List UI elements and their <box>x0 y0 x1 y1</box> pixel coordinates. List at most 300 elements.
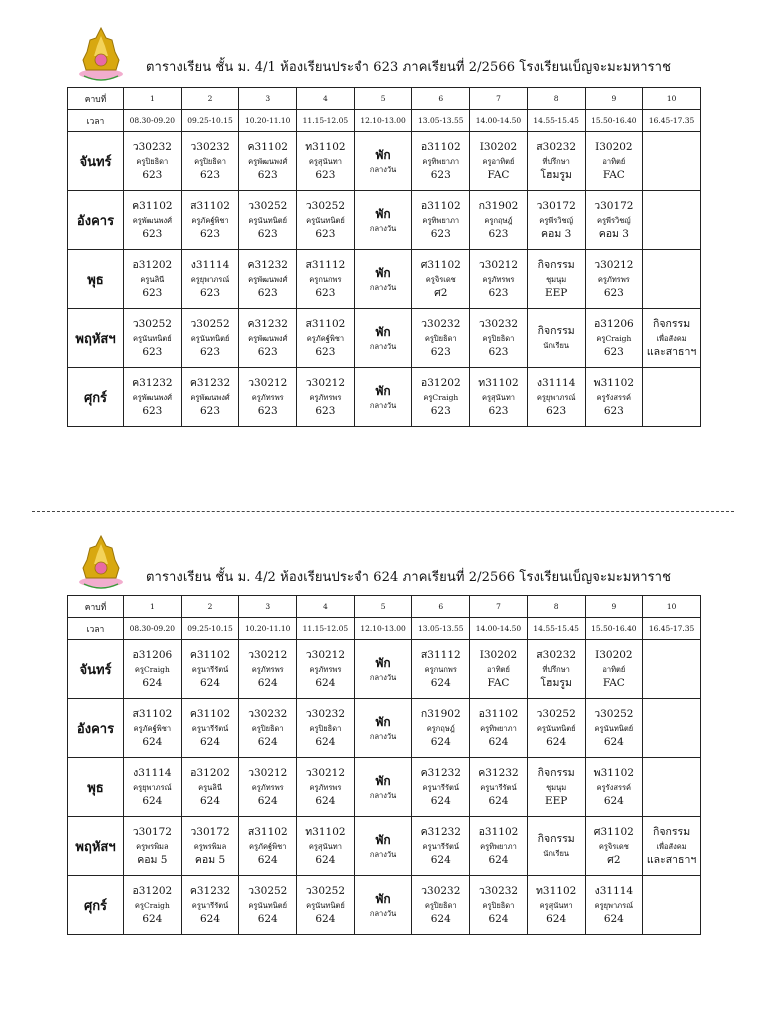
teacher-name: ครูนันทนิตย์ <box>190 333 230 343</box>
class-cell <box>470 640 528 699</box>
day-name: จันทร์ <box>68 640 124 699</box>
class-cell <box>585 368 643 427</box>
teacher-name: เพื่อสังคม <box>656 333 687 343</box>
period-number: 9 <box>585 88 643 110</box>
room-name: คอม 5 <box>137 853 168 866</box>
teacher-name: เพื่อสังคม <box>656 841 687 851</box>
lunch-break-cell <box>354 191 412 250</box>
subject-code: ว30212 <box>305 376 346 389</box>
day-row <box>68 699 701 758</box>
room-name: ศ2 <box>607 853 621 866</box>
subject-code: ก31902 <box>420 707 461 720</box>
class-cell <box>643 191 701 250</box>
room-name: 624 <box>315 853 336 866</box>
room-name: 623 <box>488 404 509 417</box>
subject-code: ค31102 <box>189 707 231 720</box>
class-cell <box>239 191 297 250</box>
subject-code: ค31232 <box>478 766 519 779</box>
subject-code: อ31102 <box>478 707 519 720</box>
class-cell <box>585 817 643 876</box>
class-cell <box>527 758 585 817</box>
teacher-name: ครูกนกพร <box>309 274 342 284</box>
class-cell <box>124 817 182 876</box>
teacher-name: กลางวัน <box>369 282 397 292</box>
subject-code: อ31206 <box>593 317 634 330</box>
class-cell <box>181 699 239 758</box>
class-cell <box>124 640 182 699</box>
period-number: 5 <box>354 596 412 618</box>
teacher-name: กลางวัน <box>369 908 397 918</box>
class-cell <box>124 309 182 368</box>
teacher-name: ครูนันทนิตย์ <box>594 723 634 733</box>
room-name: 623 <box>200 168 221 181</box>
teacher-name: ครูพัฒนพงศ์ <box>190 392 230 402</box>
subject-code: ก31902 <box>478 199 519 212</box>
class-cell <box>585 191 643 250</box>
subject-code: ค31232 <box>132 376 173 389</box>
class-cell <box>239 876 297 935</box>
teacher-name: กลางวัน <box>369 164 397 174</box>
teacher-name: ครูภัทรพร <box>309 392 342 402</box>
class-cell <box>124 699 182 758</box>
timetable-title: ตารางเรียน ชั้น ม. 4/2 ห้องเรียนประจำ 624 ภาคเรียนที่ 2/2566 โรงเรียนเบ็ญจะมะมหาราช <box>146 570 672 585</box>
teacher-name: อาทิตย์ <box>602 664 626 674</box>
subject-code: ว30212 <box>248 648 288 661</box>
class-cell <box>181 309 239 368</box>
subject-code: ว30232 <box>132 140 172 153</box>
class-cell <box>412 758 470 817</box>
room-name: คอม 5 <box>194 853 226 866</box>
class-cell <box>527 817 585 876</box>
class-cell <box>585 250 643 309</box>
subject-code: ส31102 <box>305 317 346 330</box>
timetable-table <box>67 87 701 427</box>
room-name: 624 <box>546 735 567 748</box>
room-name: 623 <box>257 168 278 181</box>
room-name: FAC <box>487 168 510 181</box>
teacher-name: ที่ปรึกษา <box>542 156 570 166</box>
subject-code: พัก <box>375 832 391 847</box>
subject-code: ค31232 <box>420 825 461 838</box>
subject-code: พัก <box>375 265 391 280</box>
teacher-name: กลางวัน <box>369 790 397 800</box>
room-name: 624 <box>257 853 278 866</box>
room-name: 623 <box>603 345 624 358</box>
period-number: 4 <box>297 88 355 110</box>
class-cell <box>585 132 643 191</box>
subject-code: ว30232 <box>478 317 519 330</box>
subject-code: ท31102 <box>305 825 346 838</box>
teacher-name: ครูพัฒนพงศ์ <box>248 156 288 166</box>
period-header-row <box>68 88 701 110</box>
teacher-name: ครูนารีรัตน์ <box>422 841 459 851</box>
period-number: 7 <box>470 88 528 110</box>
class-cell <box>181 132 239 191</box>
room-name: 623 <box>430 345 451 358</box>
day-name: พุธ <box>68 758 124 817</box>
room-name: 623 <box>546 404 567 417</box>
class-cell <box>643 250 701 309</box>
room-name: 623 <box>142 168 163 181</box>
class-cell <box>585 758 643 817</box>
class-cell <box>181 191 239 250</box>
class-cell <box>412 876 470 935</box>
period-number: 5 <box>354 88 412 110</box>
class-cell <box>643 132 701 191</box>
subject-code: ว30172 <box>190 825 230 838</box>
room-name: 624 <box>603 794 624 807</box>
class-cell <box>297 640 355 699</box>
teacher-name: ครูจิรเดช <box>598 841 629 851</box>
room-name: และสาธาฯ <box>646 853 697 866</box>
day-name: ศุกร์ <box>68 368 124 427</box>
teacher-name: ครูนลินี <box>198 782 222 792</box>
teacher-name: ครูปิยธิดา <box>194 156 226 166</box>
room-name: 624 <box>315 735 336 748</box>
teacher-name: ครูรังสรรค์ <box>596 392 632 402</box>
subject-code: ว30252 <box>248 884 288 897</box>
class-cell <box>297 250 355 309</box>
class-cell <box>297 758 355 817</box>
subject-code: ท31102 <box>305 140 346 153</box>
period-time: 10.20-11.10 <box>239 618 297 640</box>
room-name: คอม 3 <box>541 227 572 240</box>
teacher-name: กลางวัน <box>369 223 397 233</box>
class-cell <box>181 250 239 309</box>
room-name: 623 <box>142 227 163 240</box>
period-number: 4 <box>297 596 355 618</box>
class-cell <box>585 699 643 758</box>
subject-code: I30202 <box>595 648 633 661</box>
period-time: 16.45-17.35 <box>643 618 701 640</box>
teacher-name: ครูทิพยาภา <box>422 156 460 166</box>
timetable-table <box>67 595 701 935</box>
period-number: 6 <box>412 88 470 110</box>
teacher-name: ครูนารีรัตน์ <box>191 723 229 733</box>
day-row <box>68 817 701 876</box>
class-cell <box>181 640 239 699</box>
room-name: และสาธาฯ <box>646 345 697 358</box>
subject-code: ว30212 <box>478 258 519 271</box>
subject-code: พ31102 <box>593 766 634 779</box>
lunch-break-cell <box>354 699 412 758</box>
room-name: 624 <box>603 735 624 748</box>
subject-code: ว30232 <box>190 140 230 153</box>
subject-code: ส31112 <box>420 648 461 661</box>
room-name: 623 <box>315 168 336 181</box>
subject-code: ว30232 <box>421 317 461 330</box>
subject-code: อ31206 <box>132 648 173 661</box>
class-cell <box>297 191 355 250</box>
room-name: ศ2 <box>434 286 448 299</box>
teacher-name: ครูภัทรพร <box>251 782 284 792</box>
subject-code: ว30252 <box>132 317 172 330</box>
teacher-name: ครูรังสรรค์ <box>596 782 632 792</box>
subject-code: ว30212 <box>594 258 634 271</box>
period-time: 09.25-10.15 <box>181 110 239 132</box>
room-name: 624 <box>430 912 451 925</box>
subject-code: อ31202 <box>190 766 230 779</box>
class-cell <box>527 699 585 758</box>
room-name: 624 <box>488 735 509 748</box>
teacher-name: ครูภัทรพร <box>597 274 630 284</box>
room-name: 623 <box>142 286 163 299</box>
teacher-name: ครูสุนันทา <box>308 841 342 851</box>
subject-code: พัก <box>375 773 391 788</box>
teacher-name: ครูปิยธิดา <box>251 723 284 733</box>
subject-code: กิจกรรม <box>653 317 691 330</box>
day-row <box>68 368 701 427</box>
teacher-name: กลางวัน <box>369 672 397 682</box>
teacher-name: ครูCraigh <box>134 664 170 674</box>
teacher-name: นักเรียน <box>543 849 570 858</box>
room-name: 623 <box>257 345 278 358</box>
subject-code: ว30172 <box>132 825 172 838</box>
subject-code: พัก <box>375 147 391 162</box>
teacher-name: ครูพีรวิชญ์ <box>539 215 574 225</box>
subject-code: อ31102 <box>420 140 461 153</box>
teacher-name: ชุมนุม <box>546 782 567 792</box>
period-time: 12.10-13.00 <box>354 618 412 640</box>
teacher-name: ครูยุพาภรณ์ <box>133 782 172 792</box>
class-cell <box>527 132 585 191</box>
teacher-name: ครูปิยธิดา <box>482 333 515 343</box>
day-row <box>68 132 701 191</box>
subject-code: อ31102 <box>420 199 461 212</box>
room-name: 623 <box>315 286 336 299</box>
teacher-name: ครูนันทนิตย์ <box>248 900 288 910</box>
period-number: 6 <box>412 596 470 618</box>
class-cell <box>470 817 528 876</box>
room-name: 623 <box>200 286 221 299</box>
class-cell <box>412 817 470 876</box>
room-name: 623 <box>142 345 163 358</box>
class-cell <box>527 250 585 309</box>
room-name: 624 <box>603 912 624 925</box>
room-name: EEP <box>544 286 568 299</box>
room-name: คอม 3 <box>598 227 629 240</box>
room-name: 623 <box>142 404 163 417</box>
period-number: 8 <box>527 596 585 618</box>
room-name: 623 <box>488 345 509 358</box>
teacher-name: ครูภัทรพร <box>251 664 284 674</box>
subject-code: ศ31102 <box>593 825 634 838</box>
day-row <box>68 309 701 368</box>
subject-code: I30202 <box>595 140 633 153</box>
room-name: 624 <box>430 735 451 748</box>
class-cell <box>239 250 297 309</box>
teacher-name: ครูพีรวิชญ์ <box>596 215 631 225</box>
teacher-name: ครูนารีรัตน์ <box>422 782 459 792</box>
room-name: 623 <box>488 227 509 240</box>
teacher-name: นักเรียน <box>543 341 570 350</box>
day-row <box>68 191 701 250</box>
subject-code: ว30212 <box>305 648 346 661</box>
teacher-name: ครูCraigh <box>134 900 170 910</box>
room-name: 624 <box>315 794 336 807</box>
subject-code: ว30232 <box>478 884 519 897</box>
room-name: 623 <box>257 404 278 417</box>
room-name: 623 <box>315 404 336 417</box>
class-cell <box>470 250 528 309</box>
subject-code: ค31232 <box>247 258 288 271</box>
teacher-name: ครูภัทรพร <box>251 392 284 402</box>
room-name: 624 <box>257 912 278 925</box>
subject-code: ว30252 <box>305 199 346 212</box>
teacher-name: ครูสุนันทา <box>308 156 342 166</box>
teacher-name: ครูภัคฐ์พิชา <box>191 215 229 225</box>
room-name: 624 <box>430 794 451 807</box>
subject-code: ว30212 <box>248 766 288 779</box>
subject-code: ท31102 <box>478 376 519 389</box>
subject-code: ว30172 <box>536 199 576 212</box>
day-name: พฤหัสฯ <box>68 817 124 876</box>
school-crest-icon <box>75 26 127 82</box>
teacher-name: ครูภัทรพร <box>482 274 515 284</box>
room-name: FAC <box>602 168 625 181</box>
period-number: 7 <box>470 596 528 618</box>
teacher-name: ครูนารีรัตน์ <box>191 664 229 674</box>
room-name: 624 <box>430 676 451 689</box>
period-number: 8 <box>527 88 585 110</box>
subject-code: พัก <box>375 891 391 906</box>
period-time: 10.20-11.10 <box>239 110 297 132</box>
class-cell <box>470 191 528 250</box>
teacher-name: ครูกฤษฎ์ <box>426 723 455 733</box>
period-time: 14.00-14.50 <box>470 110 528 132</box>
time-label: เวลา <box>68 618 124 640</box>
day-name: พฤหัสฯ <box>68 309 124 368</box>
period-time: 08.30-09.20 <box>124 618 182 640</box>
subject-code: อ31202 <box>132 884 173 897</box>
subject-code: ท31102 <box>535 884 577 897</box>
room-name: โฮมรูม <box>540 676 572 689</box>
subject-code: พัก <box>375 383 391 398</box>
teacher-name: ครูปิยธิดา <box>136 156 169 166</box>
class-cell <box>412 132 470 191</box>
class-cell <box>470 309 528 368</box>
room-name: 624 <box>142 912 163 925</box>
teacher-name: ครูภัคฐ์พิชา <box>306 333 345 343</box>
teacher-name: ครูทิพยาภา <box>422 215 460 225</box>
subject-code: อ31102 <box>478 825 519 838</box>
room-name: 624 <box>200 735 221 748</box>
period-label: คาบที่ <box>68 88 124 110</box>
room-name: 624 <box>200 912 221 925</box>
lunch-break-cell <box>354 876 412 935</box>
period-number: 9 <box>585 596 643 618</box>
period-time: 13.05-13.55 <box>412 618 470 640</box>
subject-code: ว30252 <box>248 199 288 212</box>
class-cell <box>239 758 297 817</box>
class-cell <box>585 640 643 699</box>
period-number: 10 <box>643 596 701 618</box>
class-cell <box>643 309 701 368</box>
class-cell <box>585 309 643 368</box>
room-name: 624 <box>200 794 221 807</box>
subject-code: พัก <box>375 655 391 670</box>
class-cell <box>643 640 701 699</box>
period-number: 2 <box>181 596 239 618</box>
teacher-name: กลางวัน <box>369 731 397 741</box>
class-cell <box>412 309 470 368</box>
subject-code: ง31114 <box>133 766 172 779</box>
period-time: 14.00-14.50 <box>470 618 528 640</box>
period-number: 1 <box>124 88 182 110</box>
day-row <box>68 876 701 935</box>
time-label: เวลา <box>68 110 124 132</box>
period-time: 15.50-16.40 <box>585 110 643 132</box>
teacher-name: ครูปิยธิดา <box>424 900 457 910</box>
class-cell <box>124 758 182 817</box>
subject-code: กิจกรรม <box>537 258 575 271</box>
teacher-name: ครูปิยธิดา <box>309 723 342 733</box>
subject-code: ว30252 <box>594 707 634 720</box>
room-name: โฮมรูม <box>540 168 572 181</box>
class-cell <box>297 817 355 876</box>
room-name: EEP <box>544 794 568 807</box>
class-cell <box>643 817 701 876</box>
room-name: 624 <box>200 676 221 689</box>
day-row <box>68 758 701 817</box>
teacher-name: ครูCraigh <box>596 333 632 343</box>
room-name: 624 <box>142 735 163 748</box>
teacher-name: ครูอาทิตย์ <box>482 156 515 166</box>
room-name: 624 <box>257 735 278 748</box>
class-cell <box>527 876 585 935</box>
period-time: 14.55-15.45 <box>527 110 585 132</box>
period-number: 1 <box>124 596 182 618</box>
room-name: 624 <box>430 853 451 866</box>
subject-code: พัก <box>375 324 391 339</box>
period-time: 11.15-12.05 <box>297 110 355 132</box>
teacher-name: ครูภัคฐ์พิชา <box>133 723 172 733</box>
room-name: 623 <box>200 404 221 417</box>
teacher-name: ครูนันทนิตย์ <box>133 333 172 343</box>
subject-code: ค31102 <box>247 140 288 153</box>
teacher-name: ครูพัฒนพงศ์ <box>132 215 172 225</box>
teacher-name: อาทิตย์ <box>602 156 626 166</box>
class-cell <box>470 876 528 935</box>
teacher-name: กลางวัน <box>369 849 397 859</box>
room-name: 624 <box>488 912 509 925</box>
teacher-name: ครูภัทรพร <box>309 664 342 674</box>
room-name: 623 <box>200 345 221 358</box>
teacher-name: ครูปิยธิดา <box>424 333 457 343</box>
subject-code: พ31102 <box>593 376 634 389</box>
teacher-name: ครูพัฒนพงศ์ <box>248 274 288 284</box>
teacher-name: ครูจิรเดช <box>425 274 456 284</box>
teacher-name: อาทิตย์ <box>487 664 510 674</box>
class-cell <box>297 876 355 935</box>
subject-code: ส30232 <box>536 140 577 153</box>
subject-code: ง31114 <box>536 376 576 389</box>
teacher-name: ครูพัฒนพงศ์ <box>248 333 288 343</box>
class-cell <box>470 699 528 758</box>
day-row <box>68 640 701 699</box>
subject-code: ส31102 <box>190 199 230 212</box>
room-name: 623 <box>200 227 221 240</box>
time-row <box>68 618 701 640</box>
subject-code: พัก <box>375 206 391 221</box>
page-divider <box>32 511 734 512</box>
teacher-name: ครูCraigh <box>423 392 459 402</box>
class-cell <box>470 132 528 191</box>
timetable-title: ตารางเรียน ชั้น ม. 4/1 ห้องเรียนประจำ 623 ภาคเรียนที่ 2/2566 โรงเรียนเบ็ญจะมะมหาราช <box>146 60 672 75</box>
lunch-break-cell <box>354 250 412 309</box>
time-row <box>68 110 701 132</box>
period-number: 10 <box>643 88 701 110</box>
